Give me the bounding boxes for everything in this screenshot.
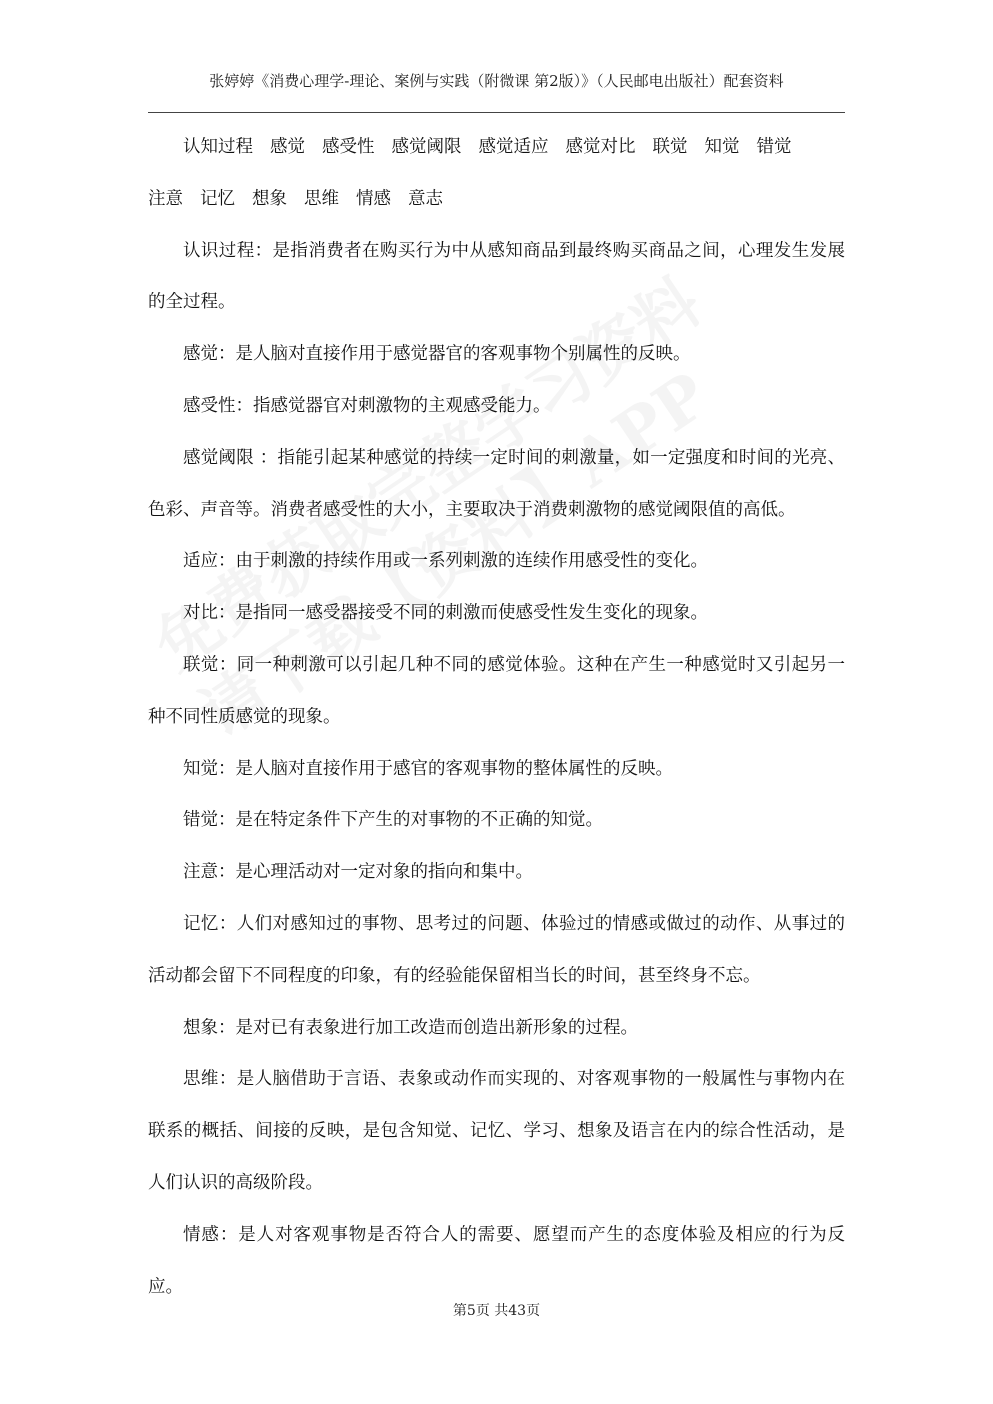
key-term: 想象 [252,188,287,209]
key-term: 感觉阈限 [391,137,462,157]
key-term: 错觉 [756,137,792,157]
definition-text: 是指消费者在购买行为中从感知商品到最终购买商品之间，心理发生发展的全过程。 [148,240,846,313]
key-term: 注意 [148,188,183,209]
definition-term: 错觉 [183,810,218,831]
definition-term: 适应 [183,551,218,572]
definition-paragraph [148,381,845,433]
definition-paragraph [148,847,845,899]
key-term: 记忆 [200,188,235,209]
definition-paragraph [148,329,845,381]
definition-text: 是人脑借助于言语、表象或动作而实现的、对客观事物的一般属性与事物内在联系的概括、间接的反映，是包含知觉、记忆、学习、想象及语言在内的综合性活动，是人们认识的高级阶段。 [148,1069,846,1193]
definition-separator: ： [218,913,237,934]
definition-separator: ： [218,1069,237,1090]
key-term: 认知过程 [183,137,253,157]
definition-paragraph [148,226,845,330]
definition-term: 情感 [183,1224,220,1245]
definition-separator: ： [218,603,236,624]
key-terms-row-2 [148,174,845,226]
page-number-footer: 第5页 共43页 [452,1303,541,1319]
definition-paragraph [148,899,845,1003]
key-term: 感觉 [270,137,305,157]
key-term: 意志 [408,188,443,209]
definition-term: 注意 [183,862,218,883]
definition-paragraph [148,433,845,537]
running-header: 张婷婷《消费心理学-理论、案例与实践（附微课 第2版）》（人民邮电出版社）配套资料 [209,72,784,90]
definition-text: 是对已有表象进行加工改造而创造出新形象的过程。 [235,1017,638,1038]
definition-separator: ： [219,1224,239,1245]
definition-text: 指感觉器官对刺激物的主观感受能力。 [253,395,551,416]
key-term: 情感 [356,188,391,209]
definition-separator: ： [253,447,278,468]
definition-paragraph [148,1210,845,1314]
definition-paragraph [148,536,845,588]
definition-term: 记忆 [183,913,219,934]
definition-term: 认识过程 [183,240,255,261]
definition-term: 想象 [183,1017,218,1038]
definition-term: 感觉 [183,344,218,365]
definition-text: 是心理活动对一定对象的指向和集中。 [235,862,533,883]
definition-text: 是人脑对直接作用于感觉器官的客观事物个别属性的反映。 [235,344,691,365]
definition-paragraph [148,640,845,744]
definition-term: 对比 [183,603,218,624]
definition-paragraph [148,1003,845,1055]
page-body [148,122,845,1313]
definition-term: 思维 [183,1069,219,1090]
definition-term: 感受性 [183,395,236,416]
definition-separator: ： [235,395,253,416]
definition-paragraph [148,588,845,640]
definition-separator: ： [218,654,237,675]
definition-term: 知觉 [183,758,218,779]
definition-text: 人们对感知过的事物、思考过的问题、体验过的情感或做过的动作、从事过的活动都会留下不同程度的印象，有的经验能保留相当长的时间，甚至终身不忘。 [148,913,846,986]
definition-separator: ： [218,344,236,365]
definition-separator: ： [218,862,236,883]
definition-separator: ： [218,758,236,779]
definition-text: 是指同一感受器接受不同的刺激而使感受性发生变化的现象。 [235,603,708,624]
definition-text: 由于刺激的持续作用或一系列刺激的连续作用感受性的变化。 [235,551,708,572]
definition-text: 是在特定条件下产生的对事物的不正确的知觉。 [235,810,603,831]
key-term: 联觉 [652,137,688,157]
definition-separator: ： [218,551,236,572]
definition-text: 是人对客观事物是否符合人的需要、愿望而产生的态度体验及相应的行为反应。 [148,1224,846,1297]
definition-term: 感觉阈限 [183,447,254,468]
definition-separator: ： [254,240,273,261]
key-term: 知觉 [704,137,740,157]
definition-paragraph [148,744,845,796]
definition-paragraph [148,795,845,847]
key-term: 感觉对比 [565,137,636,157]
definition-separator: ： [218,1017,236,1038]
definition-term: 联觉 [183,654,219,675]
definition-text: 指能引起某种感觉的持续一定时间的刺激量，如一定强度和时间的光亮、色彩、声音等。消费者感受性的大小，主要取决于消费刺激物的感觉阈限值的高低。 [148,447,845,520]
definition-paragraph [148,1054,845,1209]
definition-text: 是人脑对直接作用于感官的客观事物的整体属性的反映。 [235,758,673,779]
key-term: 感受性 [322,137,375,157]
key-terms-row-1 [148,122,845,174]
key-term: 思维 [304,188,339,209]
definition-text: 同一种刺激可以引起几种不同的感觉体验。这种在产生一种感觉时又引起另一种不同性质感觉的现象。 [148,654,846,727]
definition-separator: ： [218,810,236,831]
header-divider [148,112,845,113]
key-term: 感觉适应 [478,137,549,157]
